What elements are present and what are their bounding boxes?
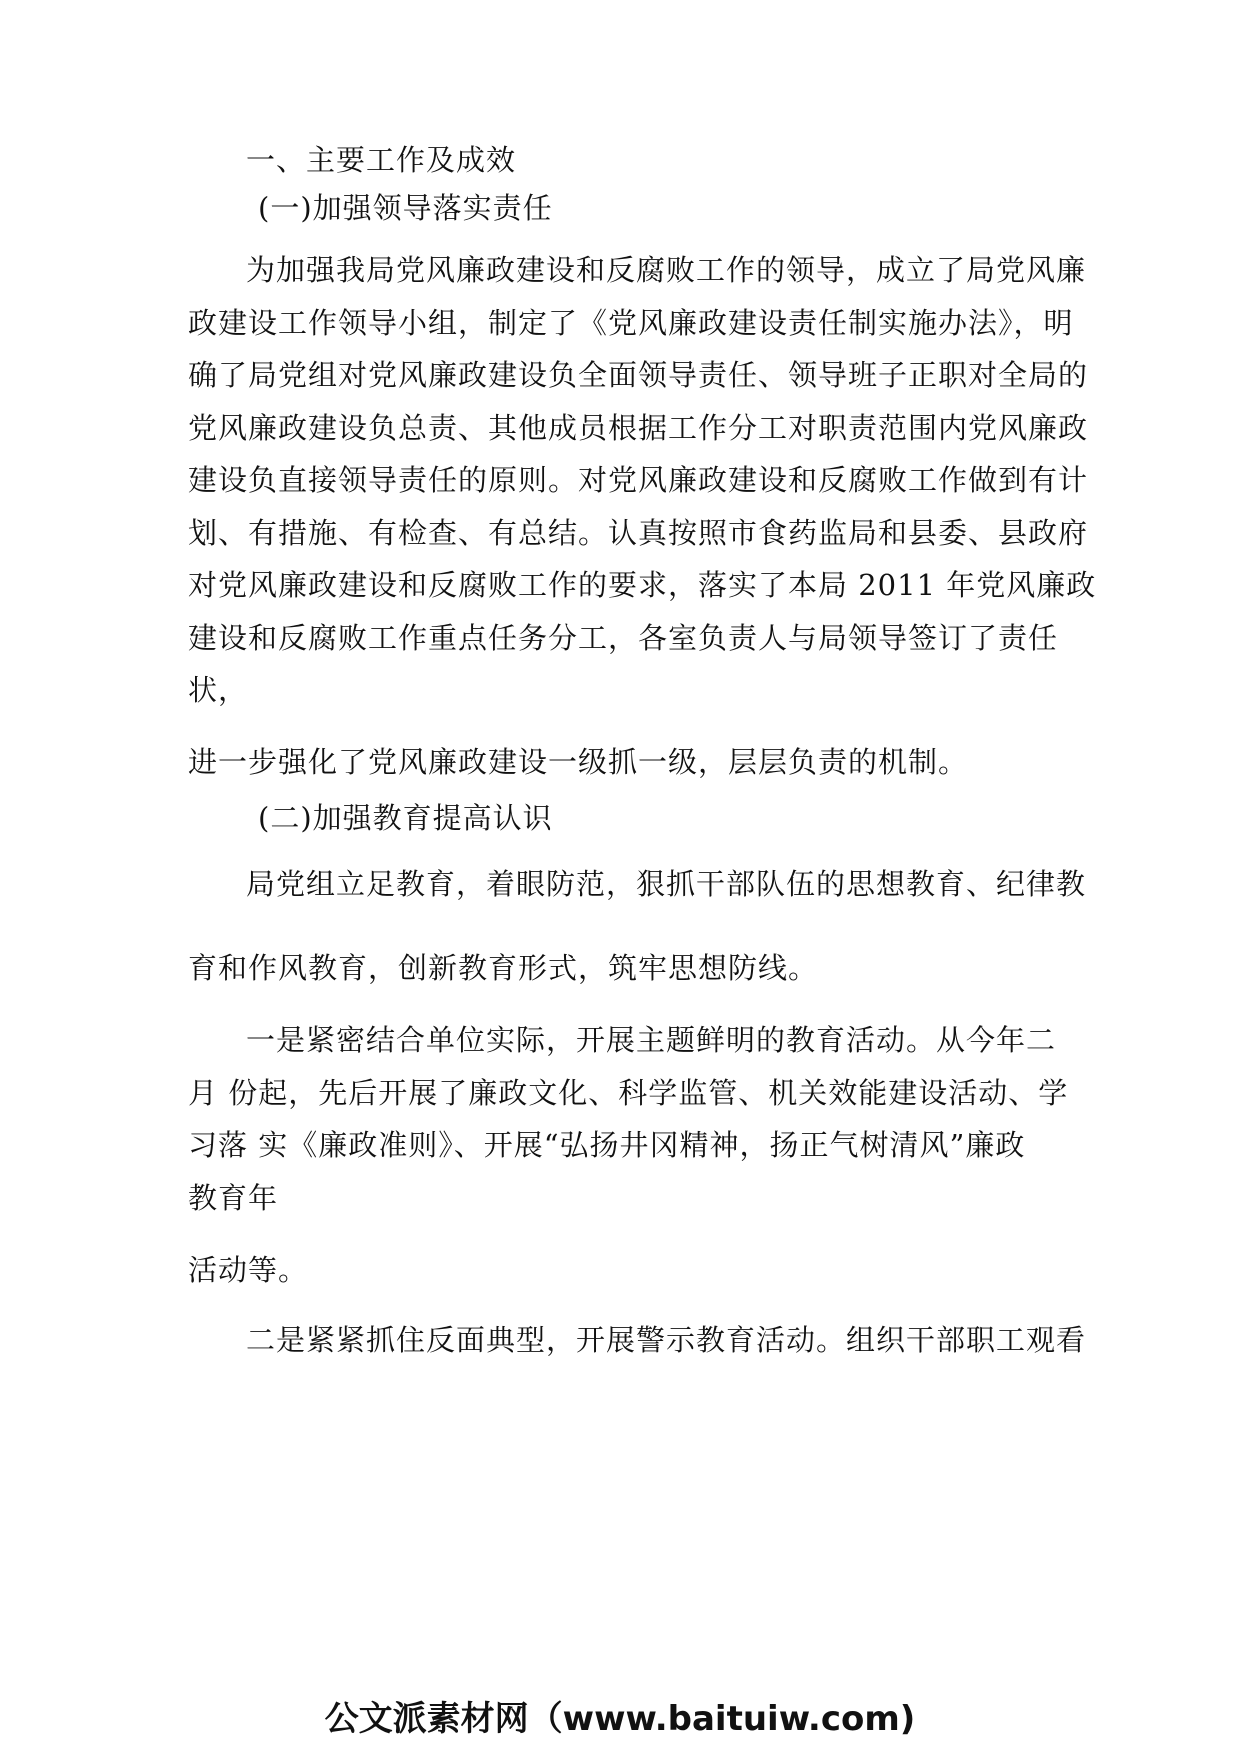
paragraph-line: 划、有措施、有检查、有总结。认真按照市食药监局和县委、县政府	[188, 516, 1089, 550]
section-heading: 一、主要工作及成效	[246, 143, 517, 177]
paragraph-line: 活动等。	[188, 1253, 309, 1287]
paragraph-line: 对党风廉政建设和反腐败工作的要求，落实了本局 2011 年党风廉政	[188, 568, 1097, 602]
paragraph-line: 建设和反腐败工作重点任务分工，各室负责人与局领导签订了责任	[188, 621, 1059, 655]
paragraph-line: 建设负直接领导责任的原则。对党风廉政建设和反腐败工作做到有计	[188, 463, 1089, 497]
paragraph-line: 教育年	[188, 1181, 279, 1215]
paragraph-line: 确了局党组对党风廉政建设负全面领导责任、领导班子正职对全局的	[188, 358, 1089, 392]
paragraph-line: 习落 实《廉政准则》、开展“弘扬井冈精神，扬正气树清风”廉政	[188, 1128, 1026, 1162]
subsection-heading-1: (一)加强领导落实责任	[258, 191, 553, 225]
paragraph-line: 局党组立足教育，着眼防范，狠抓干部队伍的思想教育、纪律教	[246, 867, 1087, 901]
paragraph-line: 状，	[188, 673, 249, 707]
paragraph-line: 为加强我局党风廉政建设和反腐败工作的领导，成立了局党风廉	[246, 253, 1087, 287]
paragraph-line: 一是紧密结合单位实际，开展主题鲜明的教育活动。从今年二	[246, 1023, 1057, 1057]
paragraph-line: 育和作风教育，创新教育形式，筑牢思想防线。	[188, 951, 819, 985]
paragraph-line: 进一步强化了党风廉政建设一级抓一级，层层负责的机制。	[188, 745, 969, 779]
paragraph-line: 党风廉政建设负总责、其他成员根据工作分工对职责范围内党风廉政	[188, 411, 1089, 445]
footer-watermark: 公文派素材网（www.baituiw.com)	[324, 1699, 916, 1739]
subsection-heading-2: (二)加强教育提高认识	[258, 801, 553, 835]
paragraph-line: 二是紧紧抓住反面典型，开展警示教育活动。组织干部职工观看	[246, 1323, 1087, 1357]
paragraph-line: 月 份起，先后开展了廉政文化、科学监管、机关效能建设活动、学	[188, 1076, 1069, 1110]
paragraph-line: 政建设工作领导小组，制定了《党风廉政建设责任制实施办法》，明	[188, 306, 1074, 340]
